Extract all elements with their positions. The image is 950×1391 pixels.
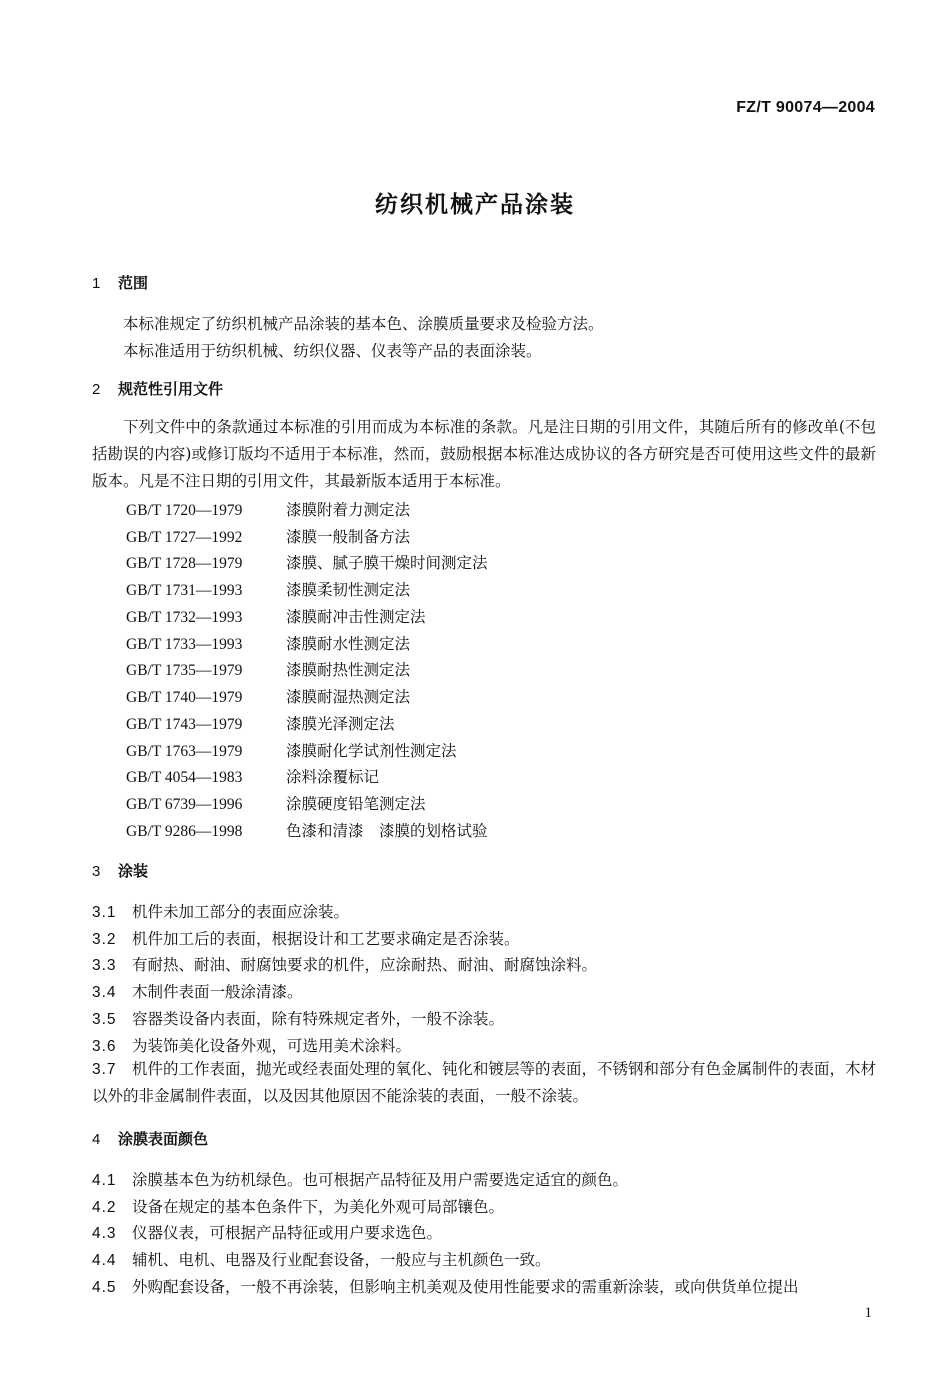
clause-text: 外购配套设备，一般不再涂装，但影响主机美观及使用性能要求的需重新涂装，或向供货单位提出 — [132, 1278, 799, 1296]
reference-code: GB/T 1732—1993 — [126, 609, 243, 626]
clause-number: 3.4 — [92, 984, 117, 1001]
clause-text: 木制件表面一般涂清漆。 — [132, 983, 303, 1001]
clause-item — [92, 1195, 504, 1217]
clause-text: 有耐热、耐油、耐腐蚀要求的机件，应涂耐热、耐油、耐腐蚀涂料。 — [132, 956, 598, 974]
reference-code: GB/T 1728—1979 — [126, 555, 243, 572]
reference-item — [126, 605, 426, 627]
clause-item — [92, 980, 303, 1002]
clause-number: 4.4 — [92, 1252, 117, 1269]
reference-item — [126, 498, 410, 520]
clause-number: 4.3 — [92, 1225, 117, 1242]
section-4-heading — [92, 1128, 208, 1149]
clause-text: 容器类设备内表面，除有特殊规定者外，一般不涂装。 — [132, 1010, 505, 1028]
reference-item — [126, 765, 379, 787]
reference-item — [126, 658, 410, 680]
reference-item — [126, 792, 426, 814]
clause-number: 3.5 — [92, 1011, 117, 1028]
clause-text: 涂膜基本色为纺机绿色。也可根据产品特征及用户需要选定适宜的颜色。 — [132, 1171, 629, 1189]
section-2-intro: 下列文件中的条款通过本标准的引用而成为本标准的条款。凡是注日期的引用文件，其随后所有的修改单(不包括勘误的内容)或修订版均不适用于本标准，然而，鼓励根据本标准达成协议的各方研究是否可使用这些文件的最新版本。凡是不注日期的引用文件，其最新版本适用于本标准。 — [92, 418, 876, 490]
clause-item — [92, 1275, 799, 1297]
reference-code: GB/T 1733—1993 — [126, 636, 243, 653]
clause-item — [92, 1034, 411, 1056]
reference-item — [126, 632, 410, 654]
reference-name: 色漆和清漆 漆膜的划格试验 — [286, 822, 488, 840]
clause-text: 为装饰美化设备外观，可选用美术涂料。 — [132, 1037, 412, 1055]
reference-name: 涂膜硬度铅笔测定法 — [286, 795, 426, 813]
reference-item — [126, 685, 410, 707]
clause-number: 3.7 — [92, 1061, 117, 1078]
clause-number: 3.1 — [92, 904, 117, 921]
clause-item — [92, 1007, 504, 1029]
reference-code: GB/T 1735—1979 — [126, 662, 243, 679]
clause-item — [92, 1056, 876, 1110]
section-number: 2 — [92, 381, 101, 398]
clause-text: 机件的工作表面，抛光或经表面处理的氧化、钝化和镀层等的表面，不锈钢和部分有色金属制件的表面，木材以外的非金属制件表面，以及因其他原因不能涂装的表面，一般不涂装。 — [92, 1060, 877, 1105]
section-1-paragraph-1: 本标准规定了纺织机械产品涂装的基本色、涂膜质量要求及检验方法。 — [123, 315, 604, 333]
reference-item — [126, 819, 488, 841]
clause-item — [92, 927, 520, 949]
clause-text: 仪器仪表，可根据产品特征或用户要求选色。 — [132, 1224, 443, 1242]
clause-number: 3.6 — [92, 1038, 117, 1055]
section-1-heading — [92, 272, 148, 293]
reference-name: 漆膜耐水性测定法 — [286, 635, 411, 653]
reference-name: 漆膜光泽测定法 — [286, 715, 395, 733]
section-2-heading — [92, 378, 223, 399]
reference-code: GB/T 9286—1998 — [126, 823, 243, 840]
reference-item — [126, 525, 410, 547]
reference-item — [126, 712, 395, 734]
reference-code: GB/T 1720—1979 — [126, 502, 243, 519]
section-title: 范围 — [118, 274, 149, 292]
reference-code: GB/T 1763—1979 — [126, 743, 243, 760]
section-number: 3 — [92, 863, 101, 880]
section-title: 涂膜表面颜色 — [118, 1130, 209, 1148]
clause-number: 4.2 — [92, 1199, 117, 1216]
standard-code: FZ/T 90074—2004 — [736, 99, 875, 116]
reference-name: 漆膜、腻子膜干燥时间测定法 — [286, 554, 488, 572]
clause-text: 机件加工后的表面，根据设计和工艺要求确定是否涂装。 — [132, 930, 520, 948]
reference-code: GB/T 4054—1983 — [126, 769, 243, 786]
clause-text: 机件未加工部分的表面应涂装。 — [132, 903, 350, 921]
clause-number: 4.1 — [92, 1172, 117, 1189]
section-3-heading — [92, 860, 148, 881]
clause-text: 辅机、电机、电器及行业配套设备，一般应与主机颜色一致。 — [132, 1251, 551, 1269]
reference-item — [126, 739, 457, 761]
reference-name: 漆膜柔韧性测定法 — [286, 581, 411, 599]
section-number: 4 — [92, 1131, 101, 1148]
reference-code: GB/T 1743—1979 — [126, 716, 243, 733]
reference-item — [126, 551, 488, 573]
reference-name: 涂料涂覆标记 — [286, 768, 380, 786]
reference-item — [126, 578, 410, 600]
section-title: 涂装 — [118, 862, 149, 880]
reference-name: 漆膜耐热性测定法 — [286, 661, 411, 679]
reference-name: 漆膜附着力测定法 — [286, 501, 411, 519]
clause-item — [92, 1248, 551, 1270]
reference-code: GB/T 1731—1993 — [126, 582, 243, 599]
clause-item — [92, 1221, 442, 1243]
reference-name: 漆膜耐湿热测定法 — [286, 688, 411, 706]
reference-name: 漆膜耐冲击性测定法 — [286, 608, 426, 626]
reference-code: GB/T 6739—1996 — [126, 796, 243, 813]
section-number: 1 — [92, 275, 101, 292]
clause-item — [92, 1168, 628, 1190]
reference-code: GB/T 1740—1979 — [126, 689, 243, 706]
document-title: 纺织机械产品涂装 — [375, 192, 575, 218]
clause-item — [92, 900, 349, 922]
page-number: 1 — [864, 1305, 872, 1321]
section-1-paragraph-2: 本标准适用于纺织机械、纺织仪器、仪表等产品的表面涂装。 — [123, 342, 542, 360]
clause-text: 设备在规定的基本色条件下，为美化外观可局部镶色。 — [132, 1198, 505, 1216]
reference-name: 漆膜一般制备方法 — [286, 528, 411, 546]
reference-code: GB/T 1727—1992 — [126, 529, 243, 546]
reference-name: 漆膜耐化学试剂性测定法 — [286, 742, 457, 760]
section-title: 规范性引用文件 — [118, 380, 224, 398]
clause-number: 4.5 — [92, 1279, 117, 1296]
clause-number: 3.3 — [92, 957, 117, 974]
clause-item — [92, 953, 597, 975]
clause-number: 3.2 — [92, 931, 117, 948]
